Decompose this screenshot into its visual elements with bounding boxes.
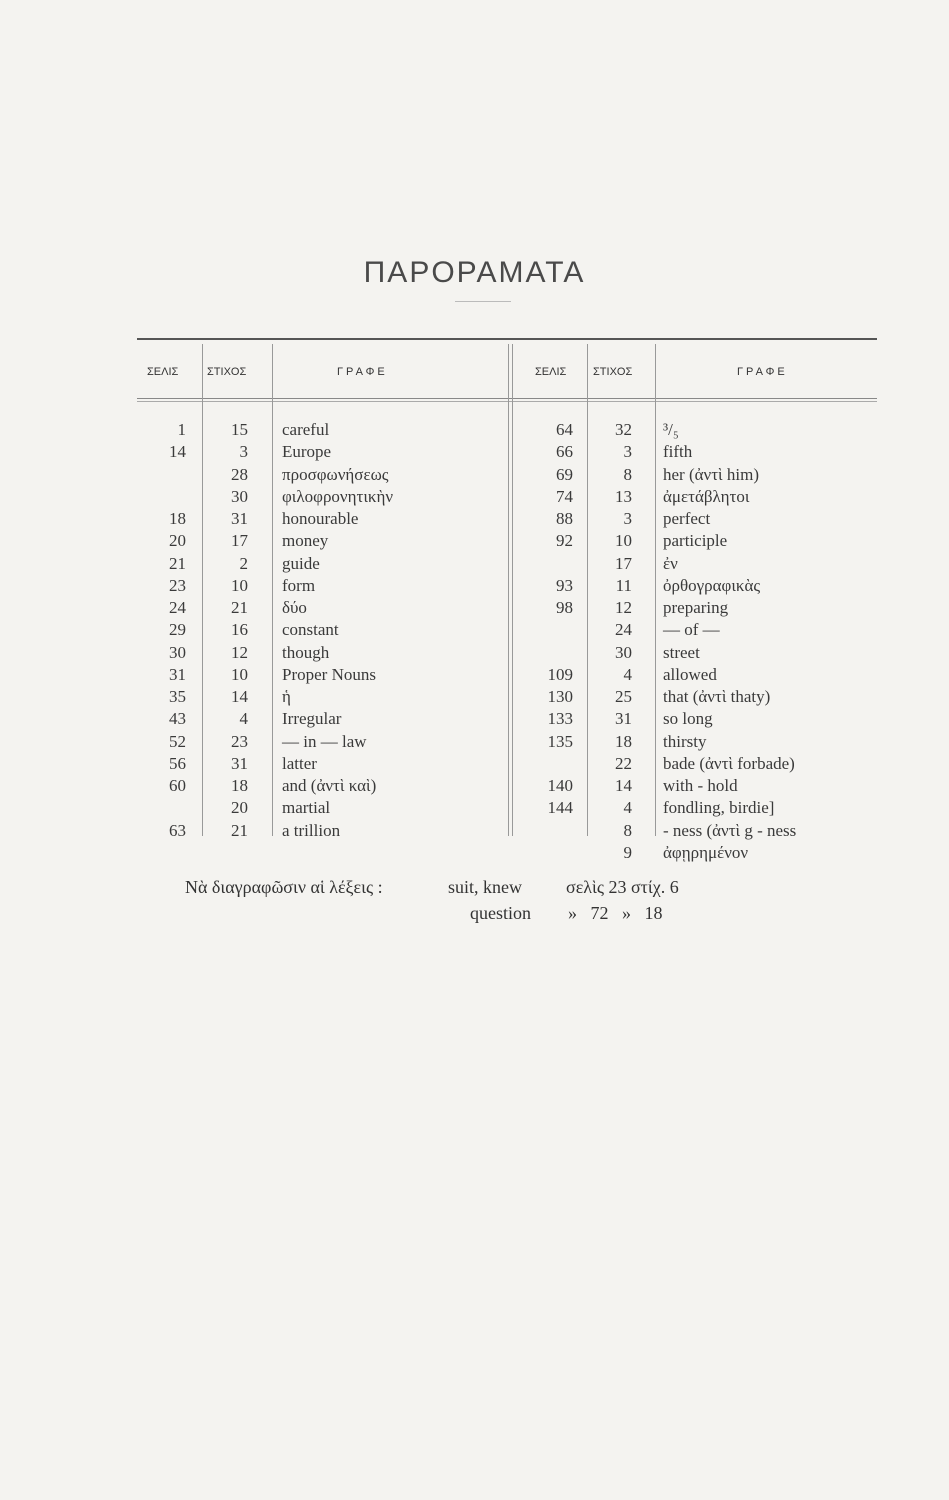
line-number: 2 <box>239 553 248 573</box>
line-number: 12 <box>231 642 248 662</box>
correction-text: that (ἀντὶ thaty) <box>663 687 771 706</box>
header-bottom-rule-2 <box>137 401 877 402</box>
correction-text: ἐν <box>663 553 678 573</box>
correction-text: — of — <box>663 620 720 640</box>
line-number: 15 <box>231 420 248 439</box>
page-number: 18 <box>169 509 186 528</box>
line-number: 14 <box>231 687 248 706</box>
page-number: 144 <box>547 798 573 818</box>
line-number: 31 <box>231 753 248 773</box>
correction-text: fifth <box>663 442 693 462</box>
line-number: 16 <box>231 620 248 640</box>
line-number: 21 <box>231 598 248 617</box>
header-line-left: ΣΤΙΧΟΣ <box>207 366 247 378</box>
line-number: 17 <box>615 553 632 573</box>
footer-prefix: Νὰ διαγραφῶσιν αἱ λέξεις : <box>185 877 383 897</box>
page-number: 24 <box>169 598 186 617</box>
page-number: 133 <box>547 709 573 729</box>
line-number: 13 <box>615 486 632 506</box>
correction-text: ἀφῃρημένον <box>663 842 749 862</box>
line-number: 28 <box>231 464 248 484</box>
line-number: 3 <box>623 442 632 462</box>
correction-text: ἡ <box>282 687 291 706</box>
line-number: 30 <box>615 642 632 662</box>
page-number: 20 <box>169 531 186 551</box>
table-header <box>137 344 877 398</box>
correction-text: allowed <box>663 664 717 684</box>
title-divider <box>455 301 511 302</box>
line-number: 32 <box>615 420 632 439</box>
line-number: 22 <box>615 753 632 773</box>
correction-text: preparing <box>663 598 729 617</box>
line-number: 4 <box>623 798 632 818</box>
correction-text: a trillion <box>282 820 341 840</box>
header-reading-left: ΓΡΑΦΕ <box>337 366 388 378</box>
line-number: 31 <box>615 709 632 729</box>
footer-ref-2: » 72 » 18 <box>568 903 663 923</box>
column-divider <box>202 344 203 836</box>
column-divider <box>587 344 588 836</box>
correction-text: προσφωνήσεως <box>282 464 389 484</box>
page-number: 43 <box>169 709 186 729</box>
footer-words: suit, knew <box>448 877 522 897</box>
page-number: 109 <box>547 664 573 684</box>
correction-text: latter <box>282 753 317 773</box>
correction-text: thirsty <box>663 731 707 751</box>
column-divider <box>655 344 656 836</box>
line-number: 11 <box>615 575 632 595</box>
correction-text: with - hold <box>663 776 738 795</box>
page-number: 88 <box>556 509 573 528</box>
footer-ref: σελὶς 23 στίχ. 6 <box>566 877 679 897</box>
page-number: 74 <box>556 486 573 506</box>
line-number: 4 <box>623 664 632 684</box>
header-page-left: ΣΕΛΙΣ <box>147 366 179 378</box>
line-number: 18 <box>615 731 632 751</box>
line-number: 14 <box>615 776 632 795</box>
line-number: 8 <box>623 464 632 484</box>
line-number: 18 <box>231 776 248 795</box>
page-number: 130 <box>547 687 573 706</box>
correction-text: martial <box>282 798 331 818</box>
correction-text: — in — law <box>282 731 367 751</box>
correction-text: constant <box>282 620 339 640</box>
line-number: 10 <box>231 664 248 684</box>
correction-text: form <box>282 575 316 595</box>
page-number: 14 <box>169 442 186 462</box>
correction-text: so long <box>663 709 713 729</box>
correction-text: careful <box>282 420 330 439</box>
page-number: 98 <box>556 598 573 617</box>
correction-text: street <box>663 642 700 662</box>
page-number: 140 <box>547 776 573 795</box>
correction-text: and (ἀντὶ καὶ) <box>282 776 377 795</box>
line-number: 23 <box>231 731 248 751</box>
line-number: 3 <box>623 509 632 528</box>
page-number: 56 <box>169 753 186 773</box>
correction-text: perfect <box>663 509 711 528</box>
correction-text: money <box>282 531 329 551</box>
line-number: 17 <box>231 531 248 551</box>
page-number: 93 <box>556 575 573 595</box>
correction-text: ³/₅ <box>663 420 679 439</box>
line-number: 25 <box>615 687 632 706</box>
line-number: 10 <box>231 575 248 595</box>
page-title: ΠΑΡΟΡΑΜΑΤΑ <box>363 256 586 289</box>
correction-text: her (ἀντὶ him) <box>663 464 759 484</box>
page-number: 135 <box>547 731 573 751</box>
correction-text: guide <box>282 553 320 573</box>
header-reading-right: ΓΡΑΦΕ <box>737 366 788 378</box>
correction-text: bade (ἀντὶ forbade) <box>663 753 795 773</box>
header-line-right: ΣΤΙΧΟΣ <box>593 366 633 378</box>
page-number: 60 <box>169 776 186 795</box>
correction-text: though <box>282 642 330 662</box>
correction-text: Europe <box>282 442 332 462</box>
page-number: 64 <box>556 420 573 439</box>
header-page-right: ΣΕΛΙΣ <box>535 366 567 378</box>
line-number: 9 <box>623 842 632 862</box>
correction-text: honourable <box>282 509 359 528</box>
line-number: 24 <box>615 620 632 640</box>
line-number: 12 <box>615 598 632 617</box>
page-number: 63 <box>169 820 186 840</box>
line-number: 4 <box>239 709 248 729</box>
line-number: 20 <box>231 798 248 818</box>
page-number: 1 <box>177 420 186 439</box>
page-number: 31 <box>169 664 186 684</box>
page-number: 69 <box>556 464 573 484</box>
page-number: 21 <box>169 553 186 573</box>
correction-text: fondling, birdie] <box>663 798 775 818</box>
footer-word-2: question <box>470 903 531 923</box>
page-number: 23 <box>169 575 186 595</box>
correction-text: Irregular <box>282 709 342 729</box>
correction-text: - ness (ἀντὶ g - ness <box>663 820 797 840</box>
line-number: 8 <box>623 820 632 840</box>
header-bottom-rule <box>137 398 877 399</box>
page-number: 30 <box>169 642 186 662</box>
page-number: 66 <box>556 442 573 462</box>
correction-text: ὀρθογραφικὰς <box>663 575 761 595</box>
correction-text: ἀμετάβλητοι <box>663 486 750 506</box>
column-divider <box>272 344 273 836</box>
line-number: 10 <box>615 531 632 551</box>
correction-text: Proper Nouns <box>282 664 376 684</box>
correction-text: participle <box>663 531 728 551</box>
page-number: 29 <box>169 620 186 640</box>
table-top-rule <box>137 338 877 340</box>
page-number: 35 <box>169 687 186 706</box>
correction-text: δύο <box>282 598 307 617</box>
correction-text: φιλοφρονητικὴν <box>282 486 394 506</box>
line-number: 30 <box>231 486 248 506</box>
line-number: 31 <box>231 509 248 528</box>
line-number: 3 <box>239 442 248 462</box>
line-number: 21 <box>231 820 248 840</box>
page-number: 92 <box>556 531 573 551</box>
page-number: 52 <box>169 731 186 751</box>
